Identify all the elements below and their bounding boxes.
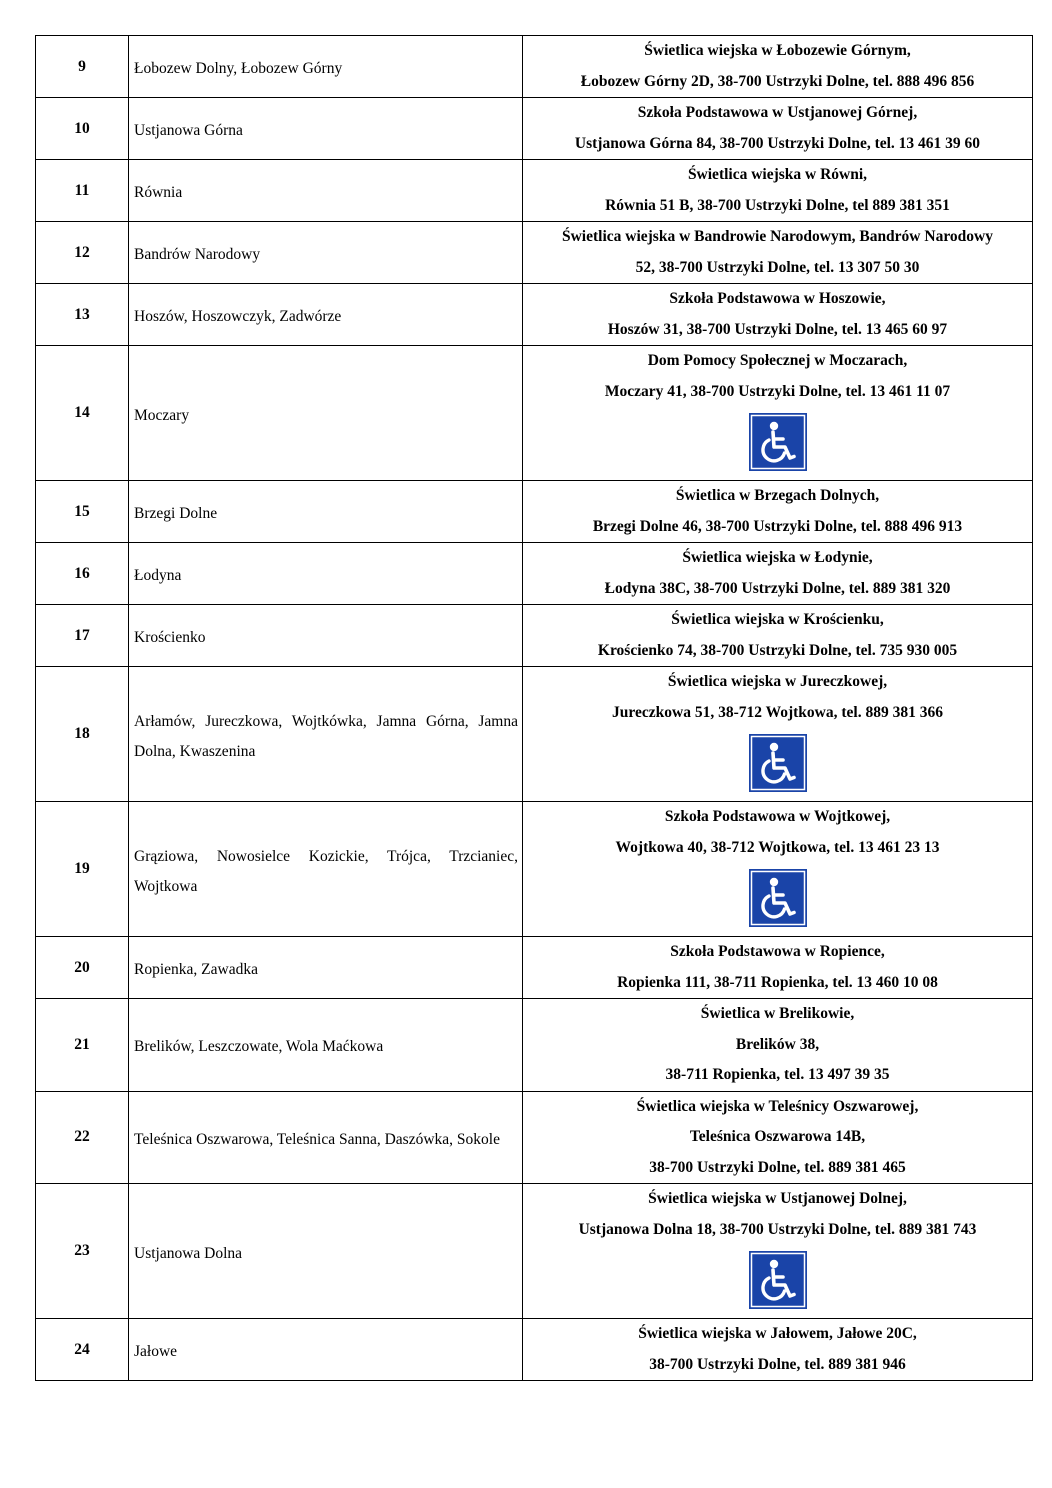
table-row	[36, 98, 1033, 160]
address-line: Brzegi Dolne 46, 38-700 Ustrzyki Dolne, tel. 888 496 913	[592, 517, 963, 535]
district-area: Teleśnica Oszwarowa, Teleśnica Sanna, Daszówka, Sokole	[134, 1130, 500, 1148]
district-area-cell	[129, 284, 523, 346]
table-row	[36, 481, 1033, 543]
polling-station-address	[523, 937, 1033, 999]
district-number: 10	[36, 98, 129, 160]
district-number: 12	[36, 222, 129, 284]
polling-station-address	[523, 1319, 1033, 1381]
district-number: 22	[36, 1091, 129, 1184]
district-area: Ustjanowa Dolna	[134, 1244, 243, 1262]
table-row	[36, 999, 1033, 1092]
polling-station-address	[523, 284, 1033, 346]
table-row	[36, 36, 1033, 98]
address-line: Świetlica wiejska w Łodynie,	[682, 549, 873, 566]
address-line: Szkoła Podstawowa w Wojtkowej,	[664, 808, 891, 825]
district-area-cell	[129, 999, 523, 1092]
table-row	[36, 802, 1033, 937]
district-area: Równia	[134, 184, 183, 201]
district-area: Bandrów Narodowy	[134, 246, 261, 263]
table-row	[36, 284, 1033, 346]
address-line: Świetlica wiejska w Łobozewie Górnym,	[644, 42, 911, 59]
district-area-cell	[129, 1091, 523, 1184]
polling-station-address	[523, 222, 1033, 284]
district-area: Ustjanowa Górna	[134, 122, 243, 139]
district-area-cell	[129, 481, 523, 543]
polling-station-address	[523, 98, 1033, 160]
table-row	[36, 1091, 1033, 1184]
district-area: Arłamów, Jureczkowa, Wojtkówka, Jamna Górna, Jamna Dolna, Kwaszenina	[134, 712, 518, 760]
district-number: 15	[36, 481, 129, 543]
polling-station-address	[523, 160, 1033, 222]
polling-districts-table	[35, 35, 1033, 1381]
district-number: 11	[36, 160, 129, 222]
district-number: 18	[36, 667, 129, 802]
table-body	[36, 36, 1033, 1381]
address-line: Ustjanowa Dolna 18, 38-700 Ustrzyki Dolne, tel. 889 381 743	[578, 1220, 977, 1238]
district-area-cell	[129, 160, 523, 222]
address-line: Szkoła Podstawowa w Ropience,	[670, 943, 885, 960]
district-area-cell	[129, 543, 523, 605]
address-line: Świetlica wiejska w Jureczkowej,	[667, 673, 888, 690]
district-area: Ropienka, Zawadka	[134, 961, 258, 978]
address-line: Świetlica wiejska w Teleśnicy Oszwarowej,	[636, 1097, 919, 1115]
district-area-cell	[129, 346, 523, 481]
address-line: 38-711 Ropienka, tel. 13 497 39 35	[665, 1066, 890, 1083]
wheelchair-accessibility-icon	[749, 413, 807, 471]
address-line: 38-700 Ustrzyki Dolne, tel. 889 381 946	[649, 1355, 906, 1373]
district-area: Brzegi Dolne	[134, 505, 218, 522]
address-line: 52, 38-700 Ustrzyki Dolne, tel. 13 307 50 30	[635, 258, 920, 276]
address-line: Świetlica wiejska w Bandrowie Narodowym, Bandrów Narodowy	[561, 228, 993, 245]
address-line: Brelików 38,	[735, 1035, 820, 1053]
district-number: 23	[36, 1184, 129, 1319]
address-line: Wojtkowa 40, 38-712 Wojtkowa, tel. 13 461 23 13	[615, 838, 940, 856]
district-number: 20	[36, 937, 129, 999]
address-line: Dom Pomocy Społecznej w Moczarach,	[647, 352, 908, 369]
district-number: 14	[36, 346, 129, 481]
address-line: Teleśnica Oszwarowa 14B,	[689, 1128, 866, 1145]
address-line: Świetlica wiejska w Jałowem, Jałowe 20C,	[638, 1325, 917, 1342]
district-area-cell	[129, 802, 523, 937]
district-area-cell	[129, 98, 523, 160]
polling-station-address	[523, 1184, 1033, 1319]
address-line: Świetlica w Brelikowie,	[700, 1005, 855, 1022]
district-area: Krościenko	[134, 629, 206, 646]
address-line: Ropienka 111, 38-711 Ropienka, tel. 13 460 10 08	[617, 973, 938, 991]
district-number: 9	[36, 36, 129, 98]
polling-station-address	[523, 481, 1033, 543]
polling-station-address	[523, 543, 1033, 605]
address-line: Łobozew Górny 2D, 38-700 Ustrzyki Dolne, tel. 888 496 856	[580, 72, 975, 90]
wheelchair-accessibility-icon	[749, 1251, 807, 1309]
district-area-cell	[129, 937, 523, 999]
address-line: Moczary 41, 38-700 Ustrzyki Dolne, tel. 13 461 11 07	[604, 382, 951, 400]
address-line: Szkoła Podstawowa w Hoszowie,	[669, 290, 886, 307]
district-area: Hoszów, Hoszowczyk, Zadwórze	[134, 308, 342, 325]
table-row	[36, 667, 1033, 802]
address-line: Świetlica w Brzegach Dolnych,	[675, 487, 880, 504]
district-number: 17	[36, 605, 129, 667]
address-line: 38-700 Ustrzyki Dolne, tel. 889 381 465	[649, 1158, 906, 1176]
table-row	[36, 160, 1033, 222]
wheelchair-accessibility-icon	[749, 734, 807, 792]
address-line: Jureczkowa 51, 38-712 Wojtkowa, tel. 889 381 366	[612, 703, 943, 721]
address-line: Łodyna 38C, 38-700 Ustrzyki Dolne, tel. 889 381 320	[604, 579, 951, 597]
wheelchair-accessibility-icon	[749, 869, 807, 927]
address-line: Świetlica wiejska w Ustjanowej Dolnej,	[648, 1190, 907, 1207]
address-line: Szkoła Podstawowa w Ustjanowej Górnej,	[637, 104, 918, 121]
polling-station-address	[523, 605, 1033, 667]
district-area-cell	[129, 36, 523, 98]
address-line: Ustjanowa Górna 84, 38-700 Ustrzyki Dolne, tel. 13 461 39 60	[574, 134, 981, 152]
polling-station-address	[523, 667, 1033, 802]
polling-station-address	[523, 802, 1033, 937]
table-row	[36, 605, 1033, 667]
district-area: Moczary	[134, 406, 190, 424]
polling-station-address	[523, 1091, 1033, 1184]
district-area-cell	[129, 667, 523, 802]
address-line: Hoszów 31, 38-700 Ustrzyki Dolne, tel. 13 465 60 97	[607, 320, 948, 338]
district-area: Łodyna	[134, 567, 182, 584]
district-area-cell	[129, 1319, 523, 1381]
table-row	[36, 543, 1033, 605]
address-line: Równia 51 B, 38-700 Ustrzyki Dolne, tel 889 381 351	[605, 196, 950, 214]
district-number: 16	[36, 543, 129, 605]
table-row	[36, 222, 1033, 284]
district-area: Brelików, Leszczowate, Wola Maćkowa	[134, 1038, 384, 1056]
address-line: Świetlica wiejska w Krościenku,	[671, 611, 884, 628]
table-row	[36, 1184, 1033, 1319]
district-area-cell	[129, 605, 523, 667]
district-area: Grąziowa, Nowosielce Kozickie, Trójca, Trzcianiec, Wojtkowa	[134, 847, 518, 895]
table-row	[36, 937, 1033, 999]
district-number: 13	[36, 284, 129, 346]
table-row	[36, 346, 1033, 481]
district-area-cell	[129, 1184, 523, 1319]
district-area-cell	[129, 222, 523, 284]
polling-station-address	[523, 346, 1033, 481]
polling-station-address	[523, 36, 1033, 98]
district-area: Łobozew Dolny, Łobozew Górny	[134, 60, 343, 77]
polling-station-address	[523, 999, 1033, 1092]
district-number: 21	[36, 999, 129, 1092]
address-line: Krościenko 74, 38-700 Ustrzyki Dolne, tel. 735 930 005	[597, 641, 958, 659]
district-number: 19	[36, 802, 129, 937]
address-line: Świetlica wiejska w Równi,	[687, 166, 868, 183]
district-number: 24	[36, 1319, 129, 1381]
district-area: Jałowe	[134, 1343, 178, 1360]
table-row	[36, 1319, 1033, 1381]
